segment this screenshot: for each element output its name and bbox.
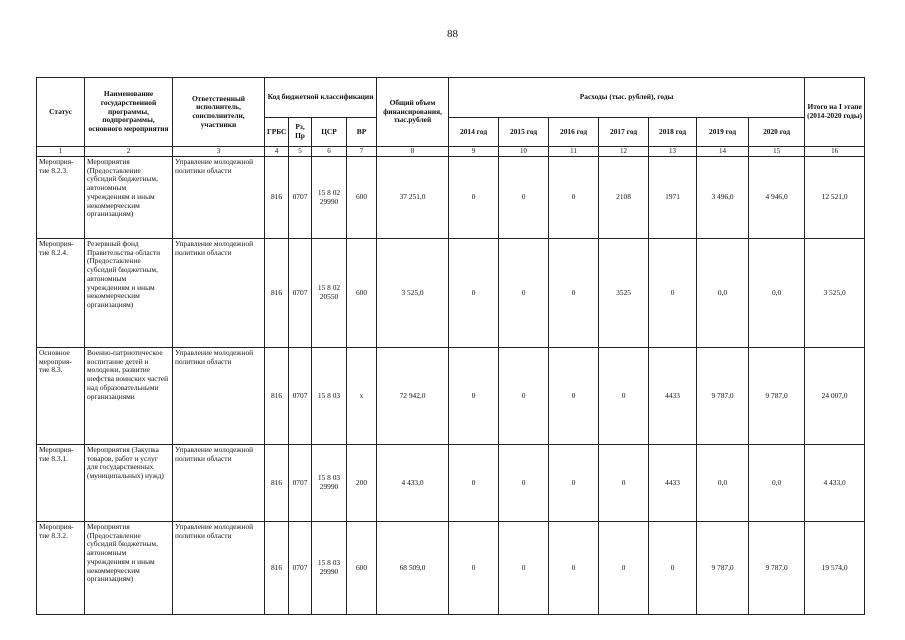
row-year-value: 0,0 — [749, 445, 805, 522]
budget-table — [36, 77, 865, 615]
row-stage-total: 4 433,0 — [805, 445, 865, 522]
row-name: Мероприятия (Предоставление субсидий бюджетным, автономным учреждениям и иным некоммерческим организациям) — [85, 522, 173, 615]
row-rz-pr: 0707 — [289, 239, 312, 348]
header-year: 2014 год — [449, 118, 499, 147]
row-vr: 600 — [347, 157, 377, 239]
column-number: 16 — [805, 147, 865, 157]
column-number: 4 — [265, 147, 289, 157]
column-number: 10 — [499, 147, 549, 157]
header-expenses: Расходы (тыс. рублей), годы — [449, 78, 805, 118]
row-grbs: 816 — [265, 348, 289, 445]
table-row — [37, 157, 865, 239]
row-year-value: 0,0 — [697, 239, 749, 348]
row-csr: 15 8 03 29990 — [312, 445, 347, 522]
row-year-value: 9 787,0 — [697, 348, 749, 445]
row-year-value: 0 — [449, 239, 499, 348]
column-number: 14 — [697, 147, 749, 157]
column-number: 12 — [599, 147, 649, 157]
row-year-value: 0 — [449, 348, 499, 445]
row-year-value: 0 — [549, 239, 599, 348]
row-grbs: 816 — [265, 239, 289, 348]
table-row — [37, 239, 865, 348]
row-year-value: 0 — [549, 348, 599, 445]
row-responsible: Управление молодежной политики области — [173, 522, 265, 615]
header-year: 2015 год — [499, 118, 549, 147]
column-number: 3 — [173, 147, 265, 157]
row-status: Мероприя-тие 8.2.3. — [37, 157, 85, 239]
row-responsible: Управление молодежной политики области — [173, 157, 265, 239]
row-year-value: 0,0 — [697, 445, 749, 522]
row-year-value: 4433 — [649, 445, 697, 522]
row-status: Основное мероприя-тие 8.3. — [37, 348, 85, 445]
row-year-value: 0 — [499, 239, 549, 348]
row-year-value: 0 — [649, 239, 697, 348]
row-year-value: 2108 — [599, 157, 649, 239]
row-stage-total: 3 525,0 — [805, 239, 865, 348]
row-total: 68 509,0 — [377, 522, 449, 615]
header-year: 2019 год — [697, 118, 749, 147]
row-status: Мероприя-тие 8.2.4. — [37, 239, 85, 348]
row-csr: 15 8 03 29990 — [312, 522, 347, 615]
row-name: Мероприятия (Предоставление субсидий бюджетным, автономным учреждениям и иным некоммерческим организациям) — [85, 157, 173, 239]
row-responsible: Управление молодежной политики области — [173, 239, 265, 348]
column-number: 11 — [549, 147, 599, 157]
row-year-value: 0 — [599, 348, 649, 445]
header-responsible: Ответственный исполнитель, соисполнители, участники — [173, 78, 265, 147]
column-number: 2 — [85, 147, 173, 157]
row-grbs: 816 — [265, 445, 289, 522]
header-stage-total: Итого на I этапе (2014-2020 годы) — [805, 78, 865, 147]
row-year-value: 0 — [499, 157, 549, 239]
row-year-value: 9 787,0 — [749, 348, 805, 445]
row-stage-total: 19 574,0 — [805, 522, 865, 615]
row-year-value: 0 — [549, 445, 599, 522]
row-stage-total: 12 521,0 — [805, 157, 865, 239]
row-year-value: 0 — [599, 445, 649, 522]
row-responsible: Управление молодежной политики области — [173, 348, 265, 445]
column-number: 8 — [377, 147, 449, 157]
header-rz-pr: Рз, Пр — [289, 118, 312, 147]
column-number: 9 — [449, 147, 499, 157]
header-budget-code: Код бюджетной классификации — [265, 78, 377, 118]
page-number: 88 — [447, 28, 458, 40]
row-grbs: 816 — [265, 157, 289, 239]
row-stage-total: 24 007,0 — [805, 348, 865, 445]
row-year-value: 0 — [449, 522, 499, 615]
row-year-value: 1971 — [649, 157, 697, 239]
row-csr: 15 8 02 29990 — [312, 157, 347, 239]
header-year: 2018 год — [649, 118, 697, 147]
row-vr: 200 — [347, 445, 377, 522]
table-row — [37, 522, 865, 615]
row-vr: 600 — [347, 239, 377, 348]
column-number: 5 — [289, 147, 312, 157]
row-year-value: 0 — [499, 522, 549, 615]
row-csr: 15 8 02 20550 — [312, 239, 347, 348]
header-year: 2020 год — [749, 118, 805, 147]
row-year-value: 3 496,0 — [697, 157, 749, 239]
row-year-value: 0 — [499, 348, 549, 445]
row-vr: x — [347, 348, 377, 445]
row-status: Мероприя-тие 8.3.1. — [37, 445, 85, 522]
row-rz-pr: 0707 — [289, 348, 312, 445]
column-number: 13 — [649, 147, 697, 157]
header-total-volume: Общий объем финансирования, тыс.рублей — [377, 78, 449, 147]
row-name: Военно-патриотическое воспитание детей и молодежи, развитие шефства воинских частей над образовательными организациями — [85, 348, 173, 445]
row-total: 4 433,0 — [377, 445, 449, 522]
header-program-name: Наименование государственной программы, подпрограммы, основного мероприятия — [85, 78, 173, 147]
row-year-value: 0 — [649, 522, 697, 615]
header-year: 2016 год — [549, 118, 599, 147]
row-status: Мероприя-тие 8.3.2. — [37, 522, 85, 615]
row-year-value: 3525 — [599, 239, 649, 348]
column-number: 6 — [312, 147, 347, 157]
row-year-value: 0 — [449, 157, 499, 239]
table-row — [37, 445, 865, 522]
header-status: Статус — [37, 78, 85, 147]
header-grbs: ГРБС — [265, 118, 289, 147]
row-vr: 600 — [347, 522, 377, 615]
table-row — [37, 348, 865, 445]
row-year-value: 4 946,0 — [749, 157, 805, 239]
row-total: 37 251,0 — [377, 157, 449, 239]
header-year: 2017 год — [599, 118, 649, 147]
row-year-value: 9 787,0 — [749, 522, 805, 615]
row-year-value: 0,0 — [749, 239, 805, 348]
header-csr: ЦСР — [312, 118, 347, 147]
column-number: 1 — [37, 147, 85, 157]
row-csr: 15 8 03 — [312, 348, 347, 445]
row-rz-pr: 0707 — [289, 445, 312, 522]
column-number-row — [37, 147, 865, 157]
column-number: 15 — [749, 147, 805, 157]
row-year-value: 0 — [449, 445, 499, 522]
row-year-value: 9 787,0 — [697, 522, 749, 615]
row-year-value: 0 — [549, 157, 599, 239]
row-total: 3 525,0 — [377, 239, 449, 348]
row-responsible: Управление молодежной политики области — [173, 445, 265, 522]
row-rz-pr: 0707 — [289, 522, 312, 615]
column-number: 7 — [347, 147, 377, 157]
header-vr: ВР — [347, 118, 377, 147]
row-year-value: 0 — [599, 522, 649, 615]
row-name: Резервный фонд Правительства области (Предоставление субсидий бюджетным, автономным учреждениям и иным некоммерческим организациям) — [85, 239, 173, 348]
row-year-value: 0 — [499, 445, 549, 522]
row-grbs: 816 — [265, 522, 289, 615]
row-year-value: 4433 — [649, 348, 697, 445]
row-name: Мероприятия (Закупка товаров, работ и услуг для государственных (муниципальных) нужд) — [85, 445, 173, 522]
row-total: 72 942,0 — [377, 348, 449, 445]
row-year-value: 0 — [549, 522, 599, 615]
row-rz-pr: 0707 — [289, 157, 312, 239]
